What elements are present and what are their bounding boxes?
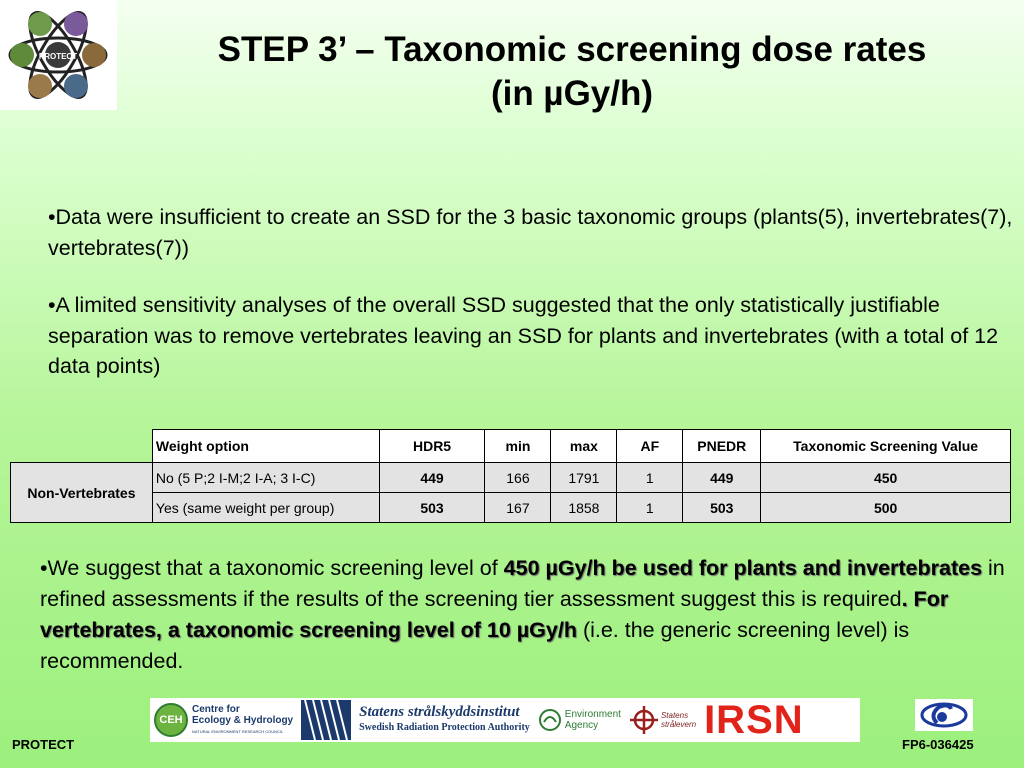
table-cell: 1858 [551,493,617,523]
table-header-cell: Weight option [152,430,379,463]
bullet-list [48,202,1013,409]
suggestion-text: (i.e. the generic screening level) is recommended. [40,618,910,673]
table-cell: 1 [617,463,683,493]
title-line-1: STEP 3’ – Taxonomic screening dose rates [217,30,927,69]
page-title [120,28,1024,116]
ceh-logo [150,698,297,742]
table-cell: Yes (same weight per group) [152,493,379,523]
table-cell: 503 [379,493,485,523]
ssi-logo [355,698,534,742]
table-cell: 500 [761,493,1011,523]
ssi-stripes-icon [297,698,355,742]
table-row [11,463,1011,493]
ea-line: Agency [564,720,599,731]
statens-stralevern-logo [625,698,700,742]
bullet-item: •Data were insufficient to create an SSD for the 3 basic taxonomic groups (plants(5), invertebrates(7), vertebrates(7)) [48,205,1013,260]
ceh-line: NATURAL ENVIRONMENT RESEARCH COUNCIL [192,728,284,734]
table-cell: No (5 P;2 I-M;2 I-A; 3 I-C) [152,463,379,493]
bullet-item: •A limited sensitivity analyses of the overall SSD suggested that the only statistically justifiable separation was to remove vertebrates leaving an SSD for plants and invertebrates (with a total of 12 data points) [48,293,999,378]
table-cell: 449 [683,463,761,493]
irsn-logo [700,698,808,742]
suggestion-text: in refined assessments if the results of the screening tier assessment suggest this is required [40,556,1005,611]
protect-logo-icon [4,2,112,108]
suggestion-paragraph [40,553,1010,677]
table-cell: 1 [617,493,683,523]
environment-agency-icon [538,708,562,732]
table-header-cell: PNEDR [683,430,761,463]
protect-logo [0,0,117,110]
ea-line: Environment [564,709,621,720]
table-row [11,493,1011,523]
environment-agency-logo [534,698,625,742]
table-cell: 166 [485,463,551,493]
irsn-text: IRSN [704,698,804,742]
fp6-icon [915,699,973,731]
ssi-line: Statens strålskyddsinstitut [359,704,520,720]
table-cell: 450 [761,463,1011,493]
table-corner [11,430,153,463]
table-cell: 1791 [551,463,617,493]
title-line-2: (in µGy/h) [490,74,654,113]
ceh-line: Ecology & Hydrology [192,714,294,726]
ceh-badge: CEH [154,703,188,737]
protect-logo-text: PROTECT [38,52,78,61]
table-header-cell: Taxonomic Screening Value [761,430,1011,463]
stralevern-icon [629,705,659,735]
ss-line: strålevern [660,720,697,729]
group-label: Non-Vertebrates [11,463,153,523]
screening-table [10,429,1011,523]
suggestion-text: •We suggest that a taxonomic screening level of [40,556,504,580]
ssi-line: Swedish Radiation Protection Authority [359,722,530,733]
ceh-line: Centre for [192,703,240,715]
suggestion-highlight: . For vertebrates, a taxonomic screening level of 10 µGy/h [40,587,949,642]
table-header-cell: max [551,430,617,463]
table-header-cell: AF [617,430,683,463]
footer-right: FP6-036425 [902,737,974,752]
table-cell: 449 [379,463,485,493]
table-header-row [11,430,1011,463]
suggestion-highlight: 450 µGy/h be used for plants and invertebrates [503,556,983,580]
eu-fp6-logo [915,699,973,731]
table-cell: 503 [683,493,761,523]
ss-line: Statens [660,711,689,720]
table-header-cell: HDR5 [379,430,485,463]
table-header-cell: min [485,430,551,463]
footer-left: PROTECT [12,737,75,752]
sponsor-logos [150,698,860,742]
table-cell: 167 [485,493,551,523]
